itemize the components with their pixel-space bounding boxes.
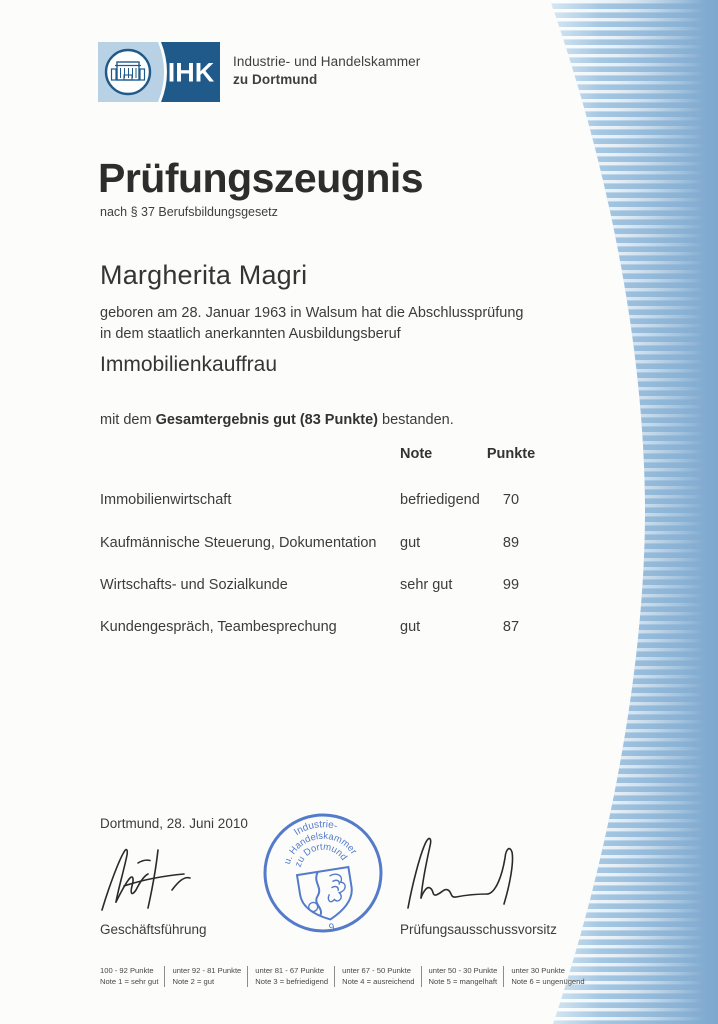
grading-scale xyxy=(100,966,591,987)
table-row xyxy=(100,577,545,597)
ihk-logo xyxy=(98,42,220,102)
svg-text:zu Dortmund xyxy=(290,838,350,871)
scale-grade: Note 3 = befriedigend xyxy=(255,976,329,986)
table-row xyxy=(100,619,545,639)
scale-item xyxy=(247,966,334,987)
subject-cell: Immobilienwirtschaft xyxy=(100,492,232,508)
punkte-cell: 89 xyxy=(502,535,520,551)
birth-line1: geboren am 28. Januar 1963 in Walsum hat die Abschlussprüfung xyxy=(100,305,524,321)
scale-range: unter 30 Punkte xyxy=(511,966,565,975)
place-date: Dortmund, 28. Juni 2010 xyxy=(100,816,248,831)
note-cell: gut xyxy=(400,619,421,635)
table-row xyxy=(100,535,545,555)
punkte-cell: 87 xyxy=(502,619,520,635)
role-right: Prüfungsausschussvorsitz xyxy=(400,922,557,937)
result-bold: Gesamtergebnis gut (83 Punkte) xyxy=(155,412,378,428)
scale-range: unter 50 - 30 Punkte xyxy=(428,966,498,975)
scale-range: 100 - 92 Punkte xyxy=(100,966,154,975)
scale-grade: Note 5 = mangelhaft xyxy=(428,976,498,986)
stamp-text-line3: zu Dortmund xyxy=(292,841,350,869)
scale-range: unter 92 - 81 Punkte xyxy=(172,966,242,975)
recipient-name: Margherita Magri xyxy=(100,260,308,290)
profession-title: Immobilienkauffrau xyxy=(100,353,278,376)
signature-right xyxy=(400,832,540,916)
scale-range: unter 81 - 67 Punkte xyxy=(255,966,325,975)
stamp-text-line1: Industrie- xyxy=(292,819,339,839)
result-prefix: mit dem xyxy=(100,412,156,428)
overall-result xyxy=(100,412,454,428)
punkte-cell: 99 xyxy=(502,577,520,593)
signature-left xyxy=(96,846,226,918)
scale-item xyxy=(421,966,504,987)
scale-item xyxy=(334,966,420,987)
scale-grade: Note 6 = ungenügend xyxy=(511,976,585,986)
stamp-shield-icon xyxy=(297,867,356,924)
scale-range: unter 67 - 50 Punkte xyxy=(342,966,411,975)
note-cell: gut xyxy=(400,535,421,551)
organization-name xyxy=(233,53,420,88)
scale-item xyxy=(100,966,164,987)
official-stamp-icon xyxy=(260,810,386,938)
page-subtitle: nach § 37 Berufsbildungsgesetz xyxy=(100,205,278,219)
scale-grade: Note 2 = gut xyxy=(172,976,215,986)
scale-item xyxy=(503,966,590,987)
column-header-punkte: Punkte xyxy=(486,446,536,462)
note-cell: befriedigend xyxy=(400,492,480,508)
ihk-wordmark: IHK xyxy=(167,57,215,88)
role-left: Geschäftsführung xyxy=(100,922,207,937)
building-icon xyxy=(106,50,150,94)
stamp-text-line2: u. Handelskammer xyxy=(281,830,359,866)
punkte-cell: 70 xyxy=(502,492,520,508)
scale-grade: Note 4 = ausreichend xyxy=(342,976,415,986)
result-suffix: bestanden. xyxy=(377,412,454,428)
org-line2: zu Dortmund xyxy=(233,71,318,87)
org-line1: Industrie- und Handelskammer xyxy=(233,54,421,69)
subject-cell: Kaufmännische Steuerung, Dokumentation xyxy=(100,535,377,551)
scale-grade: Note 1 = sehr gut xyxy=(100,976,159,986)
column-header-note: Note xyxy=(400,446,433,462)
table-row xyxy=(100,492,545,512)
page-title: Prüfungszeugnis xyxy=(98,155,424,201)
scale-item xyxy=(164,966,247,987)
subject-cell: Kundengespräch, Teambesprechung xyxy=(100,619,337,635)
subject-cell: Wirtschafts- und Sozialkunde xyxy=(100,577,288,593)
birth-line2: in dem staatlich anerkannten Ausbildungsberuf xyxy=(100,326,401,342)
birth-text xyxy=(100,303,523,345)
note-cell: sehr gut xyxy=(400,577,453,593)
stamp-number: 9 xyxy=(328,921,336,934)
